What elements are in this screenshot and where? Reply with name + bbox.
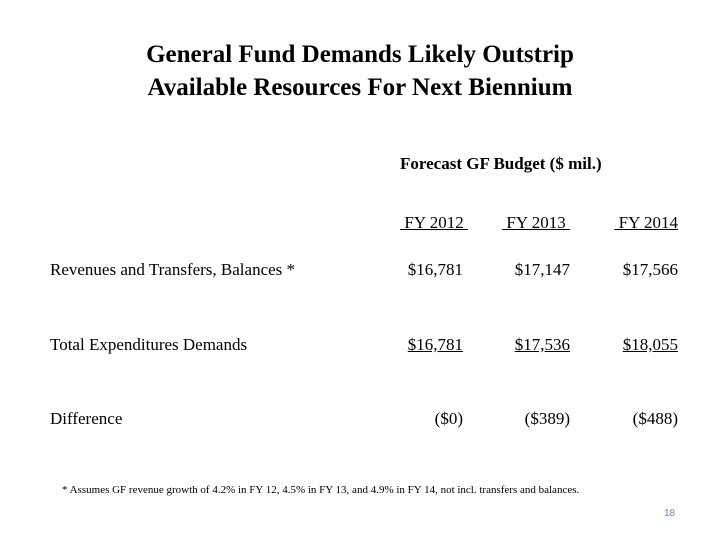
cell-difference-fy2013: ($389): [524, 409, 570, 428]
row-label-revenues: Revenues and Transfers, Balances *: [50, 260, 296, 279]
page-number: 18: [664, 508, 676, 519]
cell-expenditures-fy2013: $17,536: [514, 335, 570, 354]
row-label-difference: Difference: [50, 409, 123, 428]
cell-revenues-fy2014: $17,566: [622, 260, 678, 279]
slide-title: [0, 38, 720, 104]
column-header-fy2013: FY 2013: [502, 213, 570, 232]
footnote: * Assumes GF revenue growth of 4.2% in FY 12, 4.5% in FY 13, and 4.9% in FY 14, not incl. transfers and balances.: [62, 484, 580, 496]
column-header-fy2014: FY 2014: [614, 213, 678, 232]
column-header-fy2012: FY 2012: [400, 213, 468, 232]
cell-difference-fy2014: ($488): [632, 409, 678, 428]
table-subheading: Forecast GF Budget ($ mil.): [400, 154, 602, 173]
row-label-expenditures: Total Expenditures Demands: [50, 335, 248, 354]
cell-revenues-fy2012: $16,781: [407, 260, 463, 279]
cell-expenditures-fy2014: $18,055: [622, 335, 678, 354]
cell-revenues-fy2013: $17,147: [514, 260, 570, 279]
cell-expenditures-fy2012: $16,781: [407, 335, 463, 354]
cell-difference-fy2012: ($0): [434, 409, 463, 428]
title-line-2: Available Resources For Next Biennium: [147, 74, 573, 101]
title-line-1: General Fund Demands Likely Outstrip: [146, 41, 574, 68]
